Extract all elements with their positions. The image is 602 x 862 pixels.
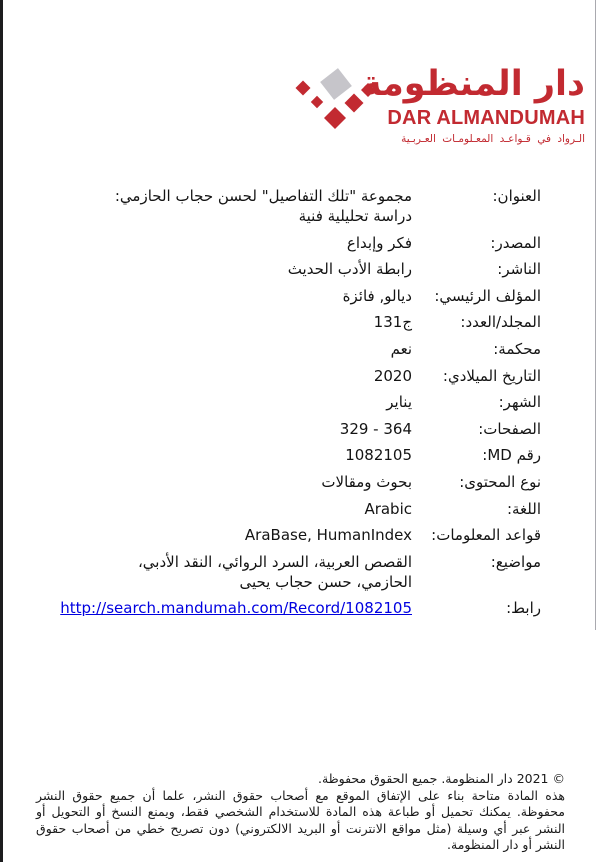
field-value-month: يناير [386, 393, 412, 412]
field-row-title [85, 186, 541, 226]
field-row-source [85, 233, 541, 253]
field-value-subjects: القصص العربية، السرد الروائي، النقد الأدبي، الحازمي، حسن حجاب يحيى [137, 552, 412, 591]
field-label-source: المصدر: [490, 233, 541, 252]
field-value-pages [85, 419, 412, 439]
record-fields [0, 186, 602, 625]
logo-title-english: DAR ALMANDUMAH [387, 107, 585, 129]
field-value-publisher: رابطة الأدب الحديث [287, 260, 412, 279]
field-row-content-type [85, 472, 541, 492]
copyright-line: © 2021 دار المنظومة. جميع الحقوق محفوظة. [318, 771, 565, 786]
field-label-language: اللغة: [506, 499, 541, 518]
field-label-month: الشهر: [498, 393, 541, 412]
record-url-link[interactable]: http://search.mandumah.com/Record/1082105 [60, 599, 412, 618]
field-row-pages [85, 419, 541, 439]
field-label-main-author: المؤلف الرئيسي: [434, 286, 541, 305]
field-value-databases: AraBase, HumanIndex [244, 526, 412, 545]
field-value-main-author: ديالو, فائزة [342, 286, 412, 305]
field-label-gregorian-date: التاريخ الميلادي: [442, 366, 541, 385]
field-label-title: العنوان: [492, 187, 541, 205]
field-label-peer-reviewed: محكمة: [493, 339, 541, 358]
field-row-gregorian-date [85, 366, 541, 386]
field-row-volume-issue [85, 312, 541, 332]
field-value-content-type: بحوث ومقالات [321, 472, 412, 491]
field-value-link [60, 598, 412, 618]
field-label-content-type: نوع المحتوى: [459, 472, 541, 491]
field-value-source: فكر وإبداع [346, 233, 412, 252]
field-row-language [85, 499, 541, 519]
field-row-peer-reviewed [85, 339, 541, 359]
field-label-pages: الصفحات: [478, 419, 541, 438]
field-row-databases [85, 525, 541, 545]
field-label-volume-issue: المجلد/العدد: [460, 313, 541, 332]
field-row-month [85, 392, 541, 412]
logo-text [361, 62, 585, 146]
field-row-publisher [85, 259, 541, 279]
field-value-gregorian-date: 2020 [373, 366, 412, 385]
field-value-title: مجموعة "تلك التفاصيل" لحسن حجاب الحازمي: دراسة تحليلية فنية [114, 187, 412, 225]
dar-almandumah-logo [290, 58, 588, 163]
logo-title-arabic: دار المنظومة [360, 64, 585, 104]
field-label-md-number: رقم MD: [482, 446, 541, 465]
field-label-publisher: الناشر: [497, 260, 541, 279]
rights-notice: هذه المادة متاحة بناء على الإتفاق الموقع مع أصحاب حقوق النشر، علما أن جميع حقوق النشر محفوظة. يمكنك تحميل أو طباعة هذه المادة للاستخدام الشخصي فقط، ويمنع النسخ أو التحويل أو النشر عبر أي وسيلة (مثل مواقع الانترنت أو البريد الالكتروني) دون تصريح خطي من أصحاب حقوق النشر أو دار المنظومة. [36, 787, 565, 852]
field-label-link: رابط: [506, 599, 541, 618]
field-value-md-number: 1082105 [345, 446, 412, 465]
field-row-link [60, 598, 541, 618]
pages-range: 329 - 364 [339, 419, 412, 438]
field-value-volume-issue: ج131 [373, 313, 412, 332]
copyright-footer [36, 771, 565, 854]
field-value-language: Arabic [364, 499, 412, 518]
field-value-peer-reviewed: نعم [390, 339, 412, 358]
field-label-databases: قواعد المعلومات: [431, 526, 541, 545]
logo-tagline: الـرواد في قـواعـد المعـلومـات العـربـية [401, 133, 585, 145]
field-row-subjects [85, 552, 541, 592]
field-row-main-author [85, 286, 541, 306]
field-row-md-number [85, 445, 541, 465]
field-label-subjects: مواضيع: [490, 552, 541, 571]
